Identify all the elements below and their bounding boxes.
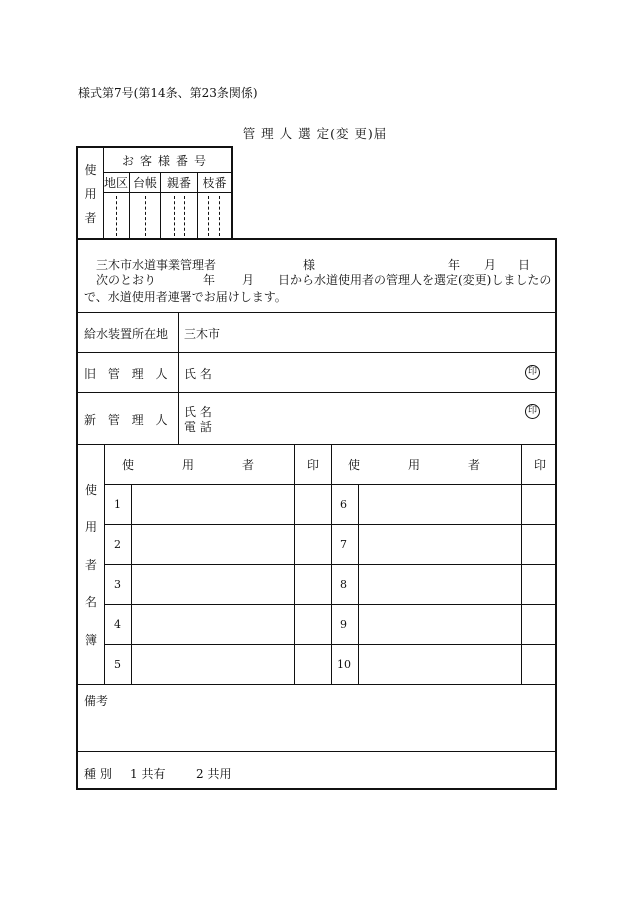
old-manager-seal: 印 [525, 365, 540, 380]
old-manager-label: 旧 管 理 人 [84, 367, 168, 381]
new-manager-seal: 印 [525, 404, 540, 419]
date-year: 年 [448, 258, 461, 272]
roster-row-number: 1 [114, 498, 121, 511]
roster-seal-header-right: 印 [534, 458, 547, 472]
body-text-rest: 日から水道使用者の管理人を選定(変更)しましたの [278, 273, 552, 287]
date-day: 日 [518, 258, 531, 272]
document-title: 管 理 人 選 定(変 更)届 [242, 126, 388, 141]
category-option-shared-use: 2 共用 [196, 767, 232, 781]
category-label: 種 別 [84, 767, 112, 781]
honorific: 様 [303, 258, 316, 272]
body-text-year: 年 [203, 273, 216, 287]
remarks-label: 備考 [84, 694, 109, 708]
new-manager-label: 新 管 理 人 [84, 413, 168, 427]
customer-side-label: 使 用 者 [78, 148, 104, 240]
new-manager-name-label: 氏 名 [184, 405, 212, 419]
date-month: 月 [484, 258, 497, 272]
col-district: 地区 [103, 172, 129, 193]
roster-seal-header-left: 印 [307, 458, 320, 472]
roster-row-number: 3 [114, 578, 121, 591]
body-text-month: 月 [242, 273, 255, 287]
addressee: 三木市水道事業管理者 [96, 258, 217, 272]
col-parent-number: 親番 [161, 172, 197, 193]
supply-location-label: 給水装置所在地 [84, 327, 169, 341]
col-ledger: 台帳 [130, 172, 160, 193]
roster-row-number: 7 [340, 538, 347, 551]
col-branch-number: 枝番 [198, 172, 231, 193]
customer-number-block [76, 146, 233, 238]
roster-row-number: 8 [340, 578, 347, 591]
customer-number-header: お客様番号 [103, 148, 231, 173]
roster-row-number: 9 [340, 618, 347, 631]
roster-row-number: 4 [114, 618, 121, 631]
body-text-a: 次のとおり [96, 273, 157, 287]
roster-row-number: 6 [340, 498, 347, 511]
roster-row-number: 10 [337, 658, 351, 671]
old-manager-name-label: 氏 名 [184, 367, 212, 381]
roster-row-number: 2 [114, 538, 121, 551]
main-form [76, 238, 557, 790]
supply-location-value: 三木市 [184, 327, 221, 341]
form-number-label: 様式第7号(第14条、第23条関係) [78, 86, 258, 100]
body-text-line2: で、水道使用者連署でお届けします。 [84, 290, 287, 304]
roster-user-header-left: 使 用 者 [122, 458, 255, 472]
new-manager-phone-label: 電 話 [184, 420, 212, 434]
roster-side-label: 使 用 者 名 簿 [84, 482, 97, 647]
roster-row-number: 5 [114, 658, 121, 671]
roster-user-header-right: 使 用 者 [348, 458, 481, 472]
category-option-shared-ownership: 1 共有 [130, 767, 166, 781]
